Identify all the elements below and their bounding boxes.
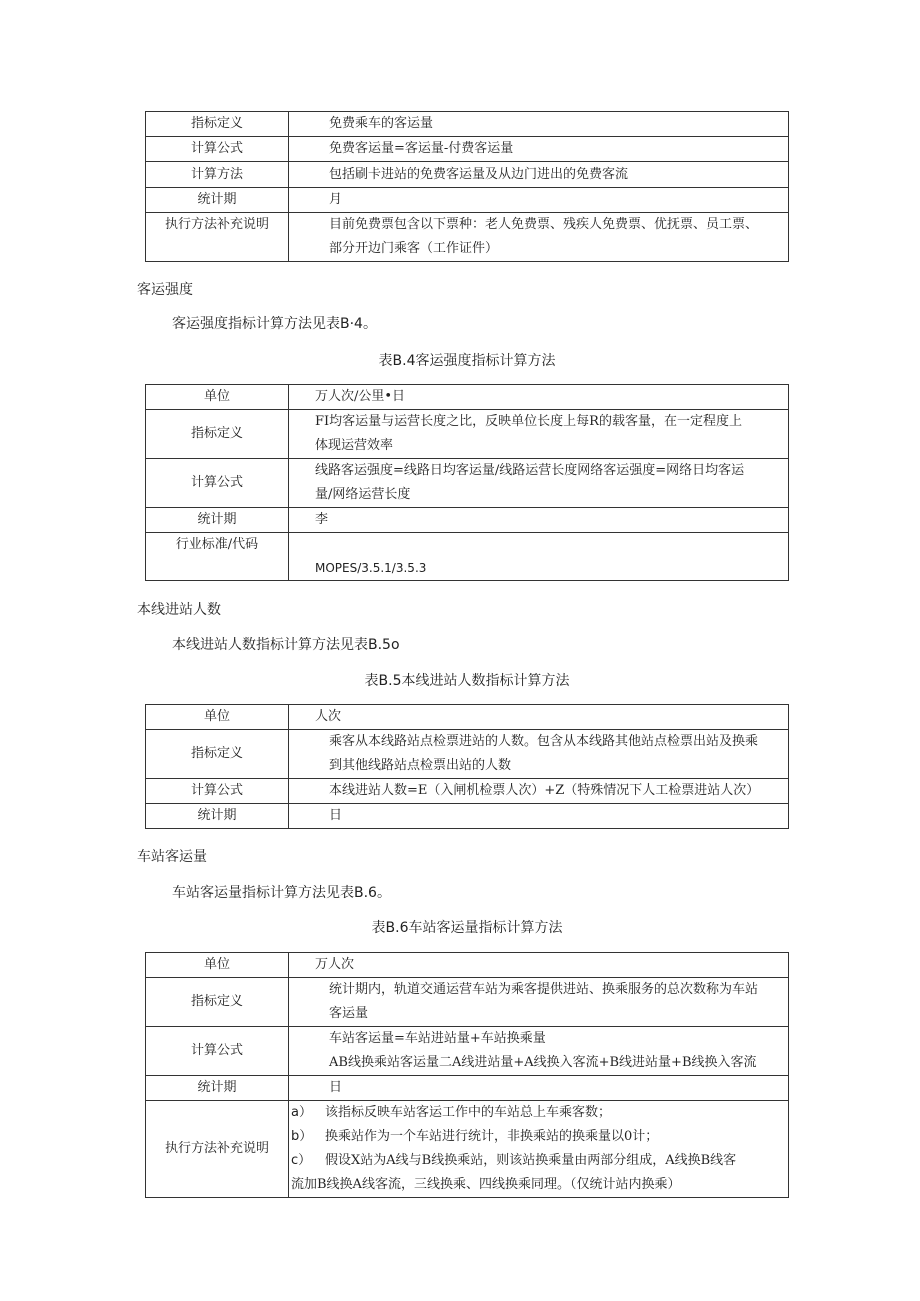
table-value (289, 1027, 789, 1076)
section-intro: 车站客运量指标计算方法见表B.6。 (172, 885, 391, 901)
table-value: 免费客运量=客运量-付费客运量 (289, 137, 789, 162)
table-value: 月 (289, 188, 789, 213)
note-text: 换乘站作为一个车站进行统计，非换乘站的换乘量以0计； (325, 1129, 659, 1144)
value-line: AB线换乘站客运量二A线进站量+A线换入客流+B线进站量+B线换入客流 (329, 1055, 757, 1070)
table-key: 计算公式 (146, 459, 289, 508)
note-continuation: 流加B线换A线客流，三线换乘、四线换乘同理。（仅统计站内换乘） (291, 1177, 681, 1192)
table-key: 单位 (146, 953, 289, 978)
table-key: 单位 (146, 385, 289, 410)
table-value (289, 730, 789, 779)
table-value: 人次 (289, 705, 789, 730)
table-key: 计算方法 (146, 162, 289, 188)
table-key: 执行方法补充说明 (146, 213, 289, 262)
section-heading: 本线进站人数 (137, 602, 221, 618)
table-key: 指标定义 (146, 410, 289, 459)
table-value (289, 213, 789, 262)
table-key: 单位 (146, 705, 289, 730)
note-label: a） (291, 1105, 312, 1120)
value-line: 统计期内，轨道交通运营车站为乘客提供进站、换乘服务的总次数称为车站 (329, 982, 759, 997)
table-b6 (145, 952, 789, 1198)
table-key: 统计期 (146, 188, 289, 213)
value-line: FI均客运量与运营长度之比，反映单位长度上每R的载客量，在一定程度上 (315, 414, 742, 429)
table-value: 万人次 (289, 953, 789, 978)
table-caption: 表B.5本线进站人数指标计算方法 (364, 673, 570, 689)
value-line: 量/网络运营长度 (315, 487, 411, 502)
value-line: 目前免费票包含以下票种：老人免费票、残疾人免费票、优抚票、员工票、 (329, 217, 759, 232)
table-b3 (145, 111, 789, 262)
table-key: 指标定义 (146, 730, 289, 779)
table-key: 统计期 (146, 1076, 289, 1101)
section-intro: 客运强度指标计算方法见表B·4。 (172, 316, 377, 332)
table-value (289, 410, 789, 459)
note-item (289, 1101, 786, 1125)
table-key: 行业标准/代码 (146, 533, 289, 581)
table-key: 统计期 (146, 508, 289, 533)
table-caption: 表B.4客运强度指标计算方法 (378, 353, 556, 369)
section-heading: 车站客运量 (137, 849, 207, 865)
section-intro: 本线进站人数指标计算方法见表B.5o (172, 637, 400, 653)
table-value: 免费乘车的客运量 (289, 112, 789, 137)
value-line: 线路客运强度=线路日均客运量/线路运营长度网络客运强度=网络日均客运 (315, 463, 745, 478)
note-text: 该指标反映车站客运工作中的车站总上车乘客数； (325, 1105, 612, 1120)
value-line: 客运量 (329, 1006, 369, 1021)
table-key: 计算公式 (146, 779, 289, 804)
table-value (289, 1101, 789, 1198)
table-value: 日 (289, 804, 789, 829)
table-key: 指标定义 (146, 112, 289, 137)
table-value (289, 459, 789, 508)
table-caption: 表B.6车站客运量指标计算方法 (371, 920, 563, 936)
table-value: 包括刷卡进站的免费客运量及从边门进出的免费客流 (289, 162, 789, 188)
table-key: 执行方法补充说明 (146, 1101, 289, 1198)
value-line: 部分开边门乘客（工作证件） (329, 241, 499, 256)
table-value: 日 (289, 1076, 789, 1101)
table-value: 万人次/公里•日 (289, 385, 789, 410)
table-value: 本线进站人数=E（入闸机检票人次）+Z（特殊情况下人工检票进站人次） (289, 779, 789, 804)
note-label: c） (291, 1153, 312, 1168)
table-b4 (145, 384, 789, 581)
note-text: 假设X站为A线与B线换乘站，则该站换乘量由两部分组成，A线换B线客 (325, 1153, 737, 1168)
table-key: 统计期 (146, 804, 289, 829)
value-line: 车站客运量=车站进站量+车站换乘量 (329, 1031, 546, 1046)
table-b5 (145, 704, 789, 829)
note-item (289, 1125, 786, 1149)
section-heading: 客运强度 (137, 282, 193, 298)
value-line: 体现运营效率 (315, 438, 394, 453)
table-key: 计算公式 (146, 1027, 289, 1076)
value-line: 到其他线路站点检票出站的人数 (329, 758, 512, 773)
table-key: 指标定义 (146, 978, 289, 1027)
table-value (289, 978, 789, 1027)
table-value: MOPES/3.5.1/3.5.3 (289, 533, 789, 581)
note-item (289, 1149, 786, 1173)
value-line: 乘客从本线路站点检票进站的人数。包含从本线路其他站点检票出站及换乘 (329, 734, 759, 749)
table-value: 李 (289, 508, 789, 533)
table-key: 计算公式 (146, 137, 289, 162)
note-label: b） (291, 1129, 313, 1144)
